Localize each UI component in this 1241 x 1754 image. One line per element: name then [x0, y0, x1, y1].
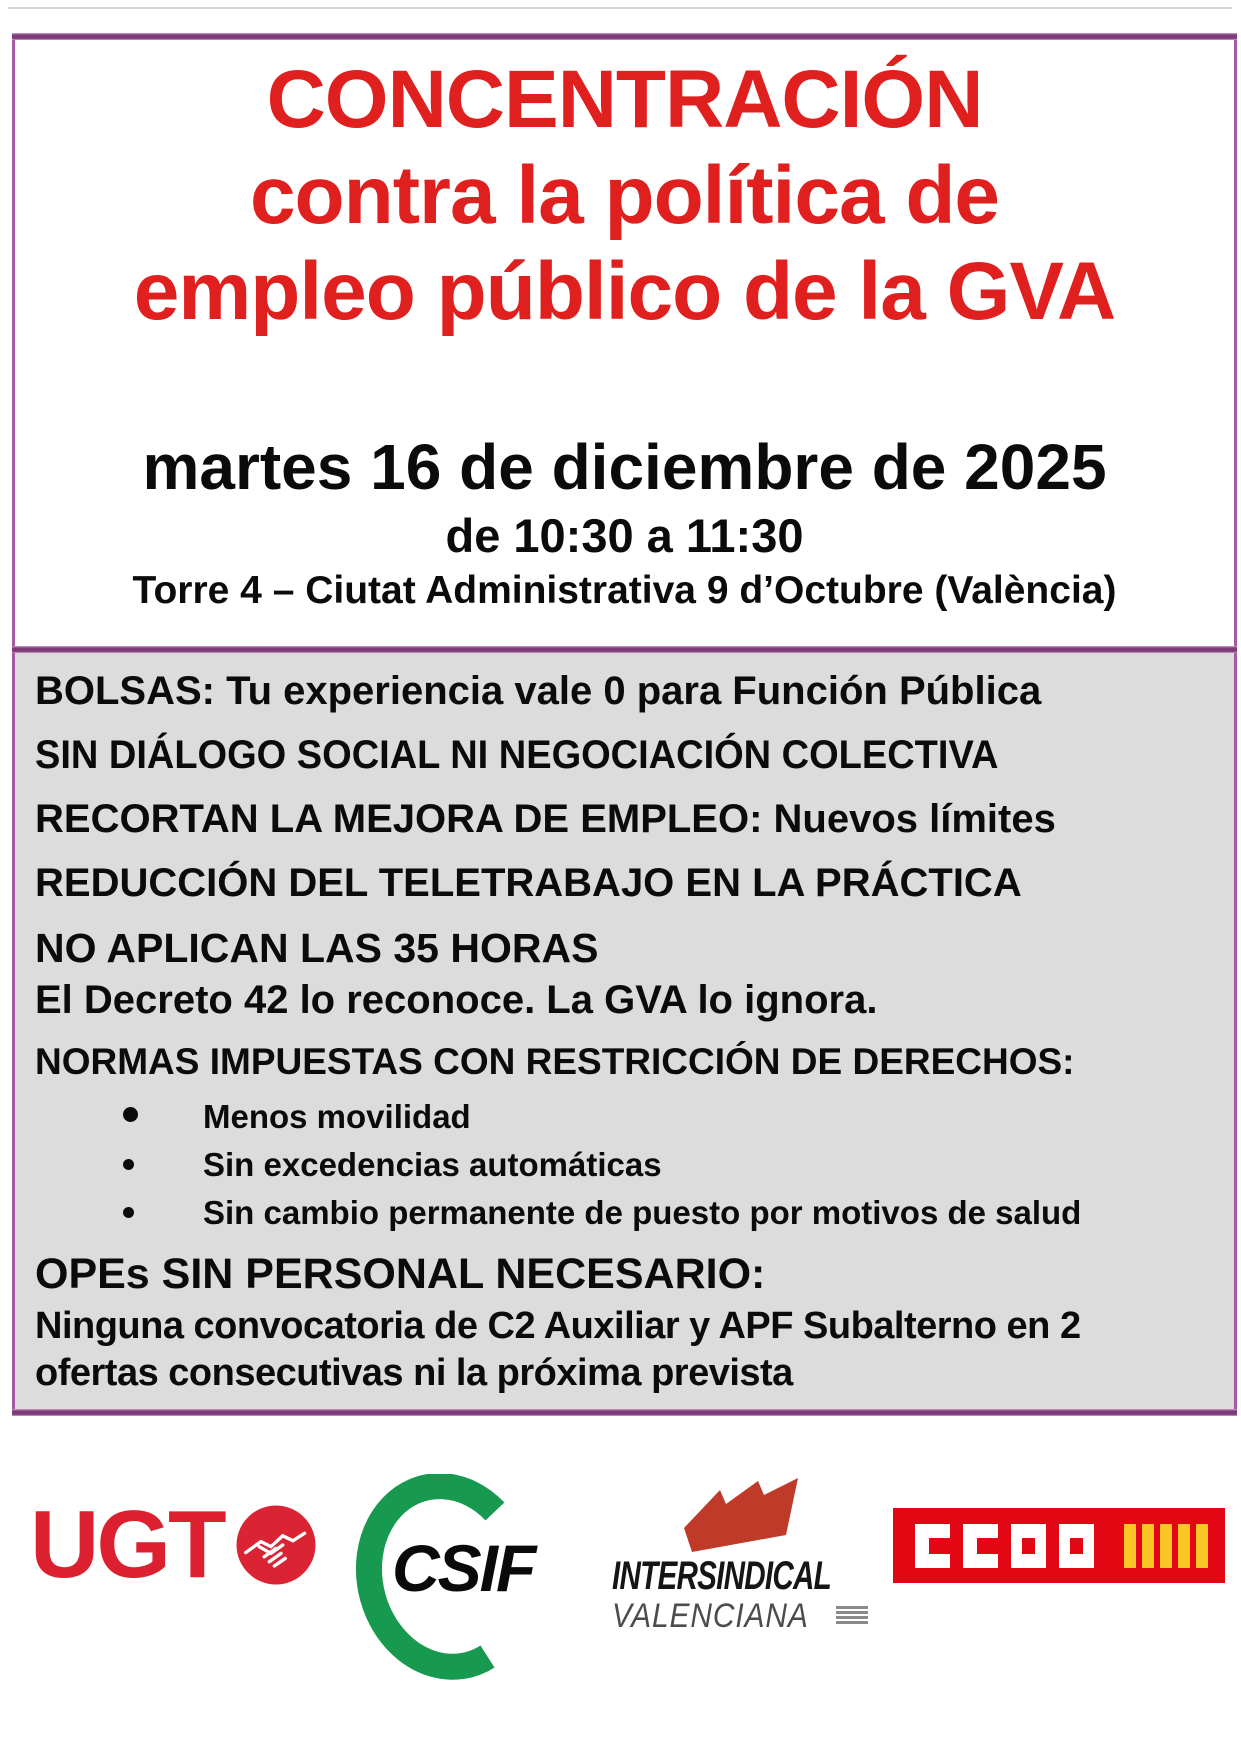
normas-bullet-list	[35, 1093, 1214, 1237]
claim-35-horas-subtitle: El Decreto 42 lo reconoce. La GVA lo ignora.	[35, 978, 878, 1022]
event-time: de 10:30 a 11:30	[445, 509, 804, 562]
bullet-item-excedencias: Sin excedencias automáticas	[35, 1141, 1214, 1189]
ccoo-letter-c	[915, 1524, 950, 1568]
ccoo-logo-letters	[915, 1524, 1094, 1568]
intersindical-lines-icon	[836, 1605, 870, 1627]
csif-logo	[348, 1474, 578, 1709]
section-divider-border	[12, 646, 1237, 653]
ccoo-letter-o	[1011, 1524, 1046, 1568]
poster-title-line-2: contra la política de	[249, 150, 1000, 241]
ccoo-logo	[893, 1508, 1225, 1583]
claim-recortan-text: RECORTAN LA MEJORA DE EMPLEO: Nuevos límites	[35, 797, 1056, 841]
claim-dialogo	[35, 723, 1214, 787]
csif-logo-text: CSIF	[392, 1531, 535, 1605]
bullet-item-movilidad: Menos movilidad	[35, 1093, 1214, 1141]
intersindical-logo-text: INTERSINDICAL	[612, 1554, 831, 1598]
intersindical-flag-icon	[678, 1478, 828, 1554]
intersindical-sub-row	[612, 1599, 912, 1633]
bullet-item-cambio-puesto: Sin cambio permanente de puesto por motivos de salud	[35, 1189, 1214, 1237]
poster-title-line-3: empleo público de la GVA	[133, 246, 1116, 337]
claim-opes-sub-line-2: ofertas consecutivas ni la próxima prevista	[35, 1352, 793, 1394]
claim-teletrabajo-text: REDUCCIÓN DEL TELETRABAJO EN LA PRÁCTICA	[35, 861, 1022, 905]
valenciana-logo-text: VALENCIANA	[612, 1597, 809, 1635]
poster-title-line-1: CONCENTRACIÓN	[266, 54, 983, 145]
claim-35-horas-title: NO APLICAN LAS 35 HORAS	[35, 925, 599, 971]
ccoo-stripes-icon	[1124, 1524, 1208, 1568]
claim-recortan	[35, 787, 1214, 851]
header-section	[15, 40, 1234, 646]
ccoo-letter-c	[963, 1524, 998, 1568]
event-location: Torre 4 – Ciutat Administrativa 9 d’Octubre (València)	[132, 569, 1117, 612]
ccoo-letter-o	[1059, 1524, 1094, 1568]
claims-section	[15, 653, 1234, 1409]
frame-bottom-border	[12, 1409, 1237, 1416]
claim-bolsas	[35, 659, 1214, 723]
ugt-handshake-icon	[234, 1503, 318, 1587]
claim-normas-title: NORMAS IMPUESTAS CON RESTRICCIÓN DE DERECHOS:	[35, 1041, 1075, 1082]
claim-opes-sub-line-1: Ninguna convocatoria de C2 Auxiliar y APF Subalterno en 2	[35, 1305, 1081, 1347]
claim-bolsas-text: BOLSAS: Tu experiencia vale 0 para Función Pública	[35, 669, 1042, 713]
frame-top-border	[12, 33, 1237, 40]
event-date: martes 16 de diciembre de 2025	[142, 431, 1107, 503]
ugt-logo	[30, 1491, 318, 1598]
intersindical-logo	[612, 1478, 912, 1633]
top-hairline-divider	[8, 7, 1232, 9]
claim-dialogo-text: SIN DIÁLOGO SOCIAL NI NEGOCIACIÓN COLECTIVA	[35, 733, 999, 777]
claim-teletrabajo	[35, 851, 1214, 915]
ugt-logo-text: UGT	[30, 1491, 224, 1598]
claim-opes-title: OPEs SIN PERSONAL NECESARIO:	[35, 1250, 766, 1298]
poster-frame	[12, 33, 1237, 1416]
